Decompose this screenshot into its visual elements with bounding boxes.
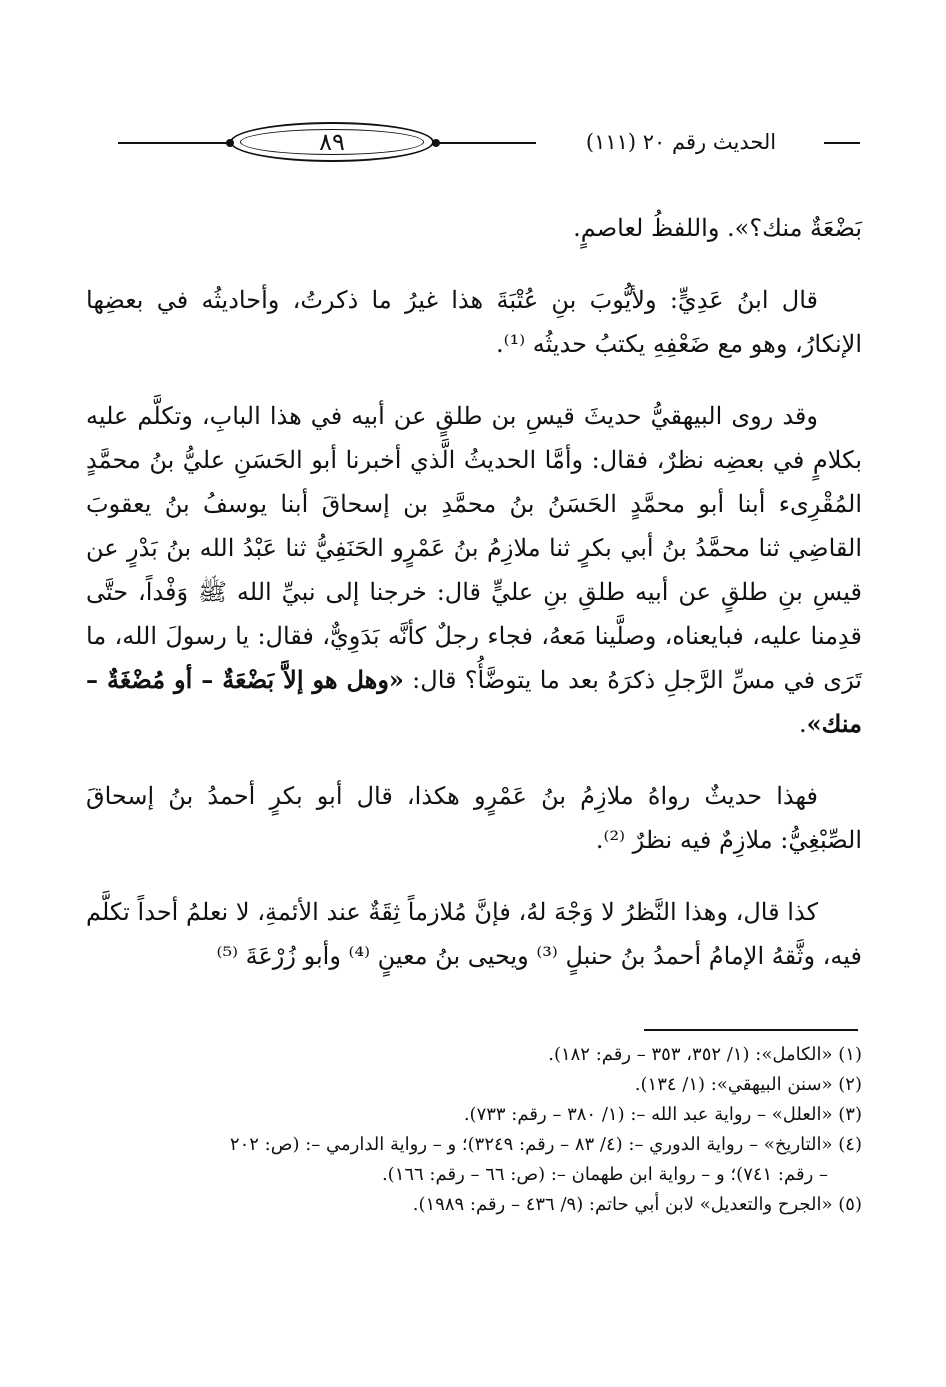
paragraph-3-end: . xyxy=(799,710,807,738)
footnotes xyxy=(110,1040,862,1220)
footnote-5: (٥) «الجرح والتعديل» لابن أبي حاتم: (٩/ ٤٣٦ – رقم: ١٩٨٩). xyxy=(412,1194,862,1215)
header-rule-left xyxy=(118,142,230,144)
footnote-separator xyxy=(644,1029,858,1031)
main-text xyxy=(86,206,862,1006)
paragraph-1: بَضْعَةٌ منك؟». واللفظُ لعاصمٍ. xyxy=(573,214,862,242)
header-rule-middle xyxy=(438,142,536,144)
footnote-4-continued: – رقم: ٧٤١)؛ و – رواية ابن طهمان –: (ص: ٦٦ – رقم: ١٦٦). xyxy=(381,1164,828,1185)
paragraph-4: فهذا حديثٌ رواهُ ملازِمُ بنُ عَمْرٍو هكذا، قال أبو بكرٍ أحمدُ بنُ إسحاقَ الصِّبْغِيُّ: ملازِمٌ فيه نظرٌ ⁽²⁾. xyxy=(86,782,862,854)
hadith-quote: «وهل هو إلاَّ بَضْعَةٌ – أو مُضْغَةٌ – منك» xyxy=(86,665,862,738)
footnote-2: (٢) «سنن البيهقي»: (١/ ١٣٤). xyxy=(634,1074,862,1095)
paragraph-3-text: وقد روى البيهقيُّ حديثَ قيسِ بن طلقٍ عن أبيه في هذا البابِ، وتكلَّم عليه بكلامٍ في بعضِه نظرٌ، فقال: وأمَّا الحديثُ الَّذي أخبرنا أبو الحَسَنِ عليُّ بنُ محمَّدٍ المُقْرِىء أبنا أبو محمَّدٍ الحَسَنُ بنُ محمَّدِ بن إسحاقَ أبنا يوسفُ بنُ يعقوبَ القاضِي ثنا محمَّدُ بنُ أبي بكرٍ ثنا ملازِمُ بنُ عَمْرٍو الحَنَفِيُّ ثنا عَبْدُ الله بنُ بَدْرٍ عن قيسِ بنِ طلقٍ عن أبيه طلقِ بنِ عليٍّ قال: خرجنا إلى نبيِّ الله ﷺ وَفْداً، حتَّى قدِمنا عليه، فبايعناه، وصلَّينا مَعهُ، فجاء رجلٌ كأنَّه بَدَوِيٌّ، فقال: يا رسولَ الله، ما تَرَى في مسِّ الرَّجلِ ذكرَهُ بعد ما يتوضَّأُ؟ قال: xyxy=(86,402,862,694)
footnote-4: (٤) «التاريخ» – رواية الدوري –: (٤/ ٨٣ – رقم: ٣٢٤٩)؛ و – رواية الدارمي –: (ص: ٢٠٢ xyxy=(229,1134,862,1155)
footnote-1: (١) «الكامل»: (١/ ٣٥٢، ٣٥٣ – رقم: ١٨٢). xyxy=(548,1044,862,1065)
paragraph-5: كذا قال، وهذا النَّظرُ لا وَجْهَ لهُ، فإنَّ مُلازماً ثِقَةٌ عند الأئمةِ، لا نعلمُ أحداً تكلَّم فيه، وثَّقهُ الإمامُ أحمدُ بنُ حنبلٍ ⁽³⁾ ويحيى بنُ معينٍ ⁽⁴⁾ وأبو زُرْعَةَ ⁽⁵⁾ xyxy=(86,898,862,970)
paragraph-2: قال ابنُ عَدِيٍّ: ولأيُّوبَ بنِ عُتْبَةَ هذا غيرُ ما ذكرتُ، وأحاديثُه في بعضِها الإنكارُ، وهو مع ضَعْفِهِ يكتبُ حديثُه ⁽¹⁾. xyxy=(86,286,862,358)
paragraph-3 xyxy=(86,394,862,746)
footnote-3: (٣) «العلل» – رواية عبد الله –: (١/ ٣٨٠ – رقم: ٧٣٣). xyxy=(463,1104,862,1125)
page-number: ٨٩ xyxy=(319,128,345,156)
page-header xyxy=(118,116,860,170)
header-rule-right xyxy=(824,142,860,144)
running-title: الحديث رقم ٢٠ (١١١) xyxy=(585,130,777,154)
